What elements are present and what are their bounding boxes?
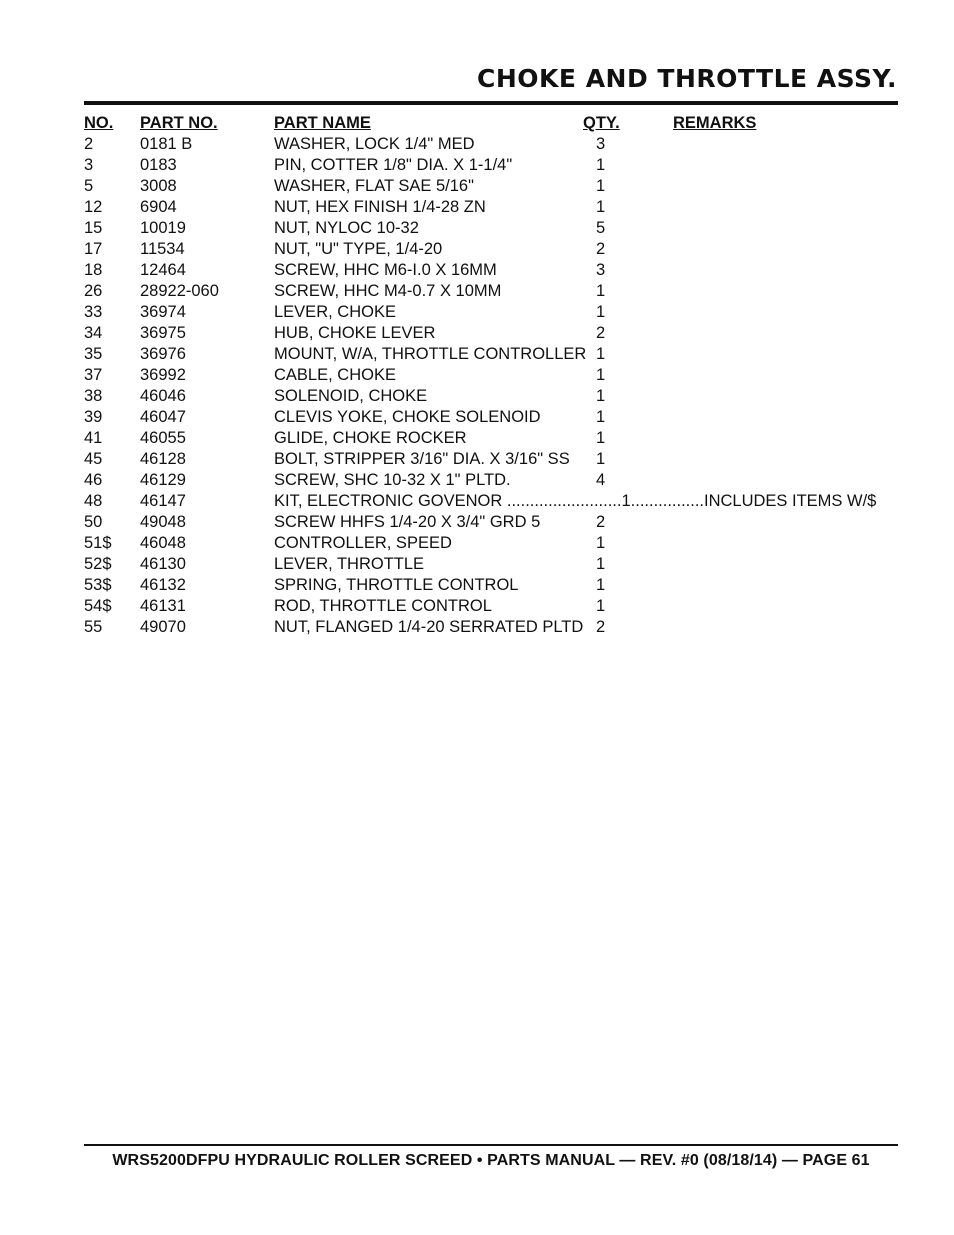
table-row (84, 281, 898, 302)
cell-qty: 2 (596, 618, 606, 636)
cell-part-no: 46048 (140, 534, 186, 552)
cell-part-name: SOLENOID, CHOKE (274, 387, 428, 405)
table-row (84, 218, 898, 239)
header-no: NO. (84, 114, 114, 132)
table-row (84, 449, 898, 470)
table-row (84, 428, 898, 449)
page-title: CHOKE AND THROTTLE ASSY. (477, 64, 897, 93)
cell-part-no: 12464 (140, 261, 186, 279)
cell-part-name: SPRING, THROTTLE CONTROL (274, 576, 519, 594)
table-body (84, 134, 898, 638)
cell-no: 55 (84, 618, 103, 636)
cell-no: 45 (84, 450, 103, 468)
cell-part-no: 46131 (140, 597, 186, 615)
cell-part-name: CABLE, CHOKE (274, 366, 396, 384)
cell-no: 26 (84, 282, 103, 300)
table-row (84, 533, 898, 554)
cell-part-name: GLIDE, CHOKE ROCKER (274, 429, 467, 447)
cell-part-name: CLEVIS YOKE, CHOKE SOLENOID (274, 408, 541, 426)
header-part-name: PART NAME (274, 114, 371, 132)
cell-qty: 1 (596, 450, 606, 468)
cell-no: 12 (84, 198, 103, 216)
cell-part-name: NUT, NYLOC 10-32 (274, 219, 419, 237)
header-remarks: REMARKS (673, 114, 757, 132)
cell-no: 15 (84, 219, 103, 237)
cell-no: 5 (84, 177, 94, 195)
cell-part-no: 0181 B (140, 135, 193, 153)
cell-qty: 1 (596, 282, 606, 300)
table-row (84, 407, 898, 428)
cell-no: 35 (84, 345, 103, 363)
cell-part-name: BOLT, STRIPPER 3/16" DIA. X 3/16" SS (274, 450, 570, 468)
cell-no: 54$ (84, 597, 112, 615)
cell-no: 46 (84, 471, 103, 489)
cell-leader-text: KIT, ELECTRONIC GOVENOR .........................1................INCLUDES ITEMS W/$ (274, 492, 877, 510)
cell-part-no: 0183 (140, 156, 177, 174)
cell-part-name: WASHER, FLAT SAE 5/16" (274, 177, 474, 195)
table-row (84, 344, 898, 365)
table-row (84, 512, 898, 533)
page-footer: WRS5200DFPU HYDRAULIC ROLLER SCREED • PARTS MANUAL — REV. #0 (08/18/14) — PAGE 61 (112, 1152, 870, 1169)
cell-part-no: 46129 (140, 471, 186, 489)
cell-part-no: 11534 (140, 240, 185, 258)
table-row (84, 617, 898, 638)
table-row (84, 365, 898, 386)
cell-no: 2 (84, 135, 94, 153)
cell-part-name: CONTROLLER, SPEED (274, 534, 452, 552)
cell-no: 50 (84, 513, 103, 531)
header-qty: QTY. (583, 114, 620, 132)
cell-qty: 3 (596, 135, 606, 153)
cell-part-no: 49070 (140, 618, 186, 636)
cell-part-name: MOUNT, W/A, THROTTLE CONTROLLER (274, 345, 587, 363)
cell-qty: 1 (596, 576, 606, 594)
table-row (84, 323, 898, 344)
cell-part-no: 46046 (140, 387, 186, 405)
cell-part-no: 46128 (140, 450, 186, 468)
cell-qty: 1 (596, 534, 606, 552)
cell-qty: 1 (596, 429, 606, 447)
cell-part-name: SCREW, SHC 10-32 X 1" PLTD. (274, 471, 511, 489)
cell-part-no: 36976 (140, 345, 186, 363)
cell-part-no: 28922-060 (140, 282, 219, 300)
cell-part-no: 3008 (140, 177, 177, 195)
cell-no: 3 (84, 156, 94, 174)
cell-part-name: PIN, COTTER 1/8" DIA. X 1-1/4" (274, 156, 513, 174)
cell-part-name: HUB, CHOKE LEVER (274, 324, 436, 342)
cell-part-name: ROD, THROTTLE CONTROL (274, 597, 492, 615)
table-header-row (84, 113, 898, 134)
cell-part-no: 36974 (140, 303, 186, 321)
cell-part-no: 36992 (140, 366, 186, 384)
cell-part-no: 49048 (140, 513, 186, 531)
table-row (84, 554, 898, 575)
cell-part-no: 36975 (140, 324, 186, 342)
cell-qty: 1 (596, 177, 606, 195)
table-row (84, 491, 898, 512)
cell-no: 37 (84, 366, 103, 384)
table-row (84, 386, 898, 407)
table-row (84, 155, 898, 176)
cell-part-name: SCREW, HHC M4-0.7 X 10MM (274, 282, 502, 300)
cell-qty: 1 (596, 345, 606, 363)
cell-qty: 4 (596, 471, 606, 489)
cell-qty: 3 (596, 261, 606, 279)
cell-part-name: NUT, HEX FINISH 1/4-28 ZN (274, 198, 486, 216)
cell-qty: 2 (596, 324, 606, 342)
cell-part-name: SCREW HHFS 1/4-20 X 3/4" GRD 5 (274, 513, 541, 531)
header-part-no: PART NO. (140, 114, 218, 132)
table-row (84, 239, 898, 260)
cell-qty: 1 (596, 156, 606, 174)
cell-qty: 1 (596, 366, 606, 384)
title-rule (84, 101, 898, 105)
cell-qty: 5 (596, 219, 606, 237)
cell-no: 18 (84, 261, 103, 279)
cell-no: 34 (84, 324, 103, 342)
cell-part-no: 6904 (140, 198, 177, 216)
table-row (84, 260, 898, 281)
cell-part-name: LEVER, THROTTLE (274, 555, 425, 573)
cell-no: 33 (84, 303, 103, 321)
cell-no: 41 (84, 429, 103, 447)
cell-no: 38 (84, 387, 103, 405)
cell-qty: 1 (596, 408, 606, 426)
cell-part-name: WASHER, LOCK 1/4" MED (274, 135, 475, 153)
cell-part-name: LEVER, CHOKE (274, 303, 396, 321)
cell-part-name: NUT, "U" TYPE, 1/4-20 (274, 240, 443, 258)
cell-qty: 1 (596, 387, 606, 405)
cell-no: 39 (84, 408, 103, 426)
cell-no: 52$ (84, 555, 112, 573)
table-row (84, 302, 898, 323)
table-row (84, 596, 898, 617)
table-row (84, 197, 898, 218)
cell-no: 51$ (84, 534, 112, 552)
table-row (84, 134, 898, 155)
cell-qty: 1 (596, 597, 606, 615)
cell-part-no: 46055 (140, 429, 186, 447)
cell-part-no: 46132 (140, 576, 186, 594)
cell-part-name: NUT, FLANGED 1/4-20 SERRATED PLTD (274, 618, 584, 636)
cell-no: 17 (84, 240, 103, 258)
cell-part-no: 10019 (140, 219, 186, 237)
cell-qty: 1 (596, 555, 606, 573)
parts-table (84, 113, 898, 638)
cell-qty: 1 (596, 303, 606, 321)
footer-rule (84, 1144, 898, 1146)
cell-qty: 2 (596, 513, 606, 531)
cell-part-name: SCREW, HHC M6-I.0 X 16MM (274, 261, 497, 279)
cell-part-no: 46130 (140, 555, 186, 573)
table-row (84, 470, 898, 491)
cell-qty: 2 (596, 240, 606, 258)
cell-no: 48 (84, 492, 103, 510)
cell-no: 53$ (84, 576, 112, 594)
cell-part-no: 46047 (140, 408, 186, 426)
cell-qty: 1 (596, 198, 606, 216)
table-row (84, 575, 898, 596)
cell-part-no: 46147 (140, 492, 186, 510)
table-row (84, 176, 898, 197)
